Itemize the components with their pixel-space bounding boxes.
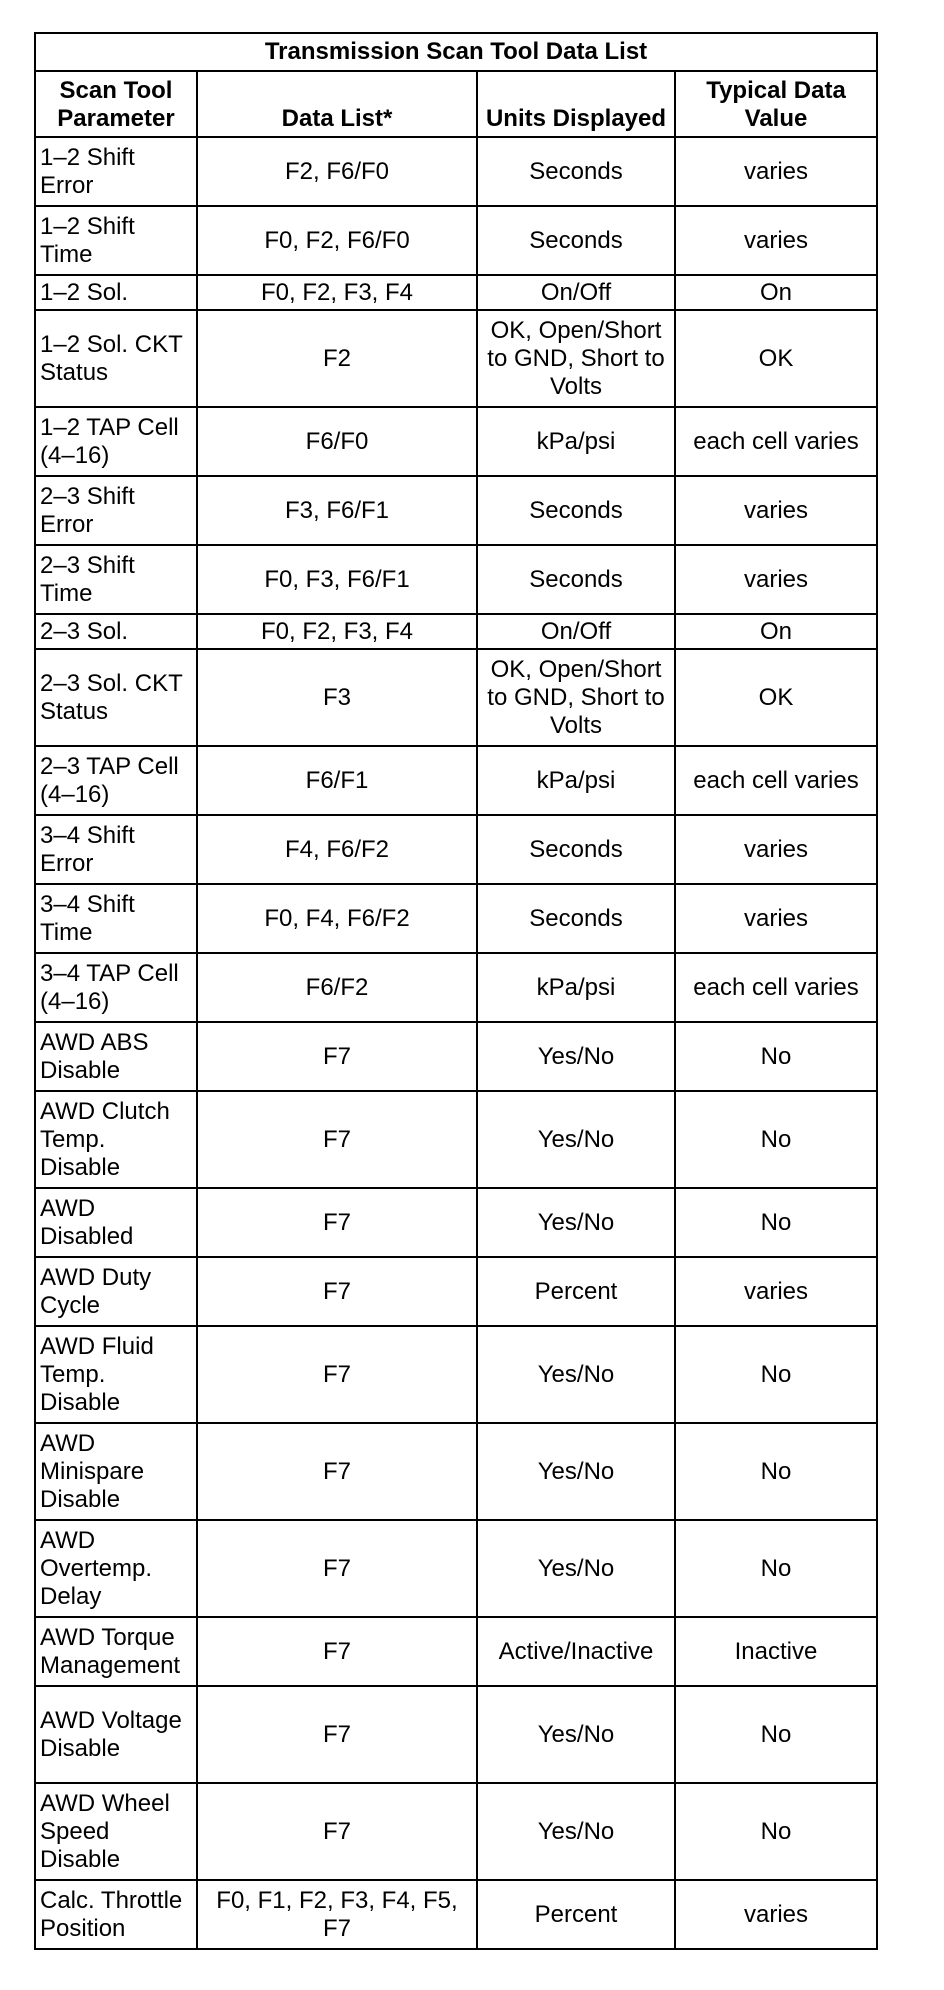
cell-typical-value: No xyxy=(675,1686,877,1783)
cell-parameter: 2–3 TAP Cell (4–16) xyxy=(35,746,197,815)
cell-typical-value: each cell varies xyxy=(675,746,877,815)
table-row xyxy=(35,206,877,275)
cell-units: OK, Open/Short to GND, Short to Volts xyxy=(477,649,675,746)
cell-typical-value: No xyxy=(675,1022,877,1091)
cell-units: Percent xyxy=(477,1880,675,1949)
cell-data-list: F7 xyxy=(197,1783,477,1880)
cell-units: Yes/No xyxy=(477,1188,675,1257)
cell-units: Yes/No xyxy=(477,1326,675,1423)
cell-data-list: F3 xyxy=(197,649,477,746)
table-row xyxy=(35,953,877,1022)
cell-data-list: F3, F6/F1 xyxy=(197,476,477,545)
cell-typical-value: On xyxy=(675,614,877,649)
cell-parameter: 1–2 Shift Error xyxy=(35,137,197,206)
table-row xyxy=(35,1686,877,1783)
cell-parameter: 3–4 TAP Cell (4–16) xyxy=(35,953,197,1022)
cell-units: Yes/No xyxy=(477,1520,675,1617)
cell-typical-value: OK xyxy=(675,310,877,407)
cell-parameter: 1–2 Shift Time xyxy=(35,206,197,275)
cell-units: Yes/No xyxy=(477,1783,675,1880)
cell-typical-value: No xyxy=(675,1091,877,1188)
table-row xyxy=(35,649,877,746)
cell-typical-value: varies xyxy=(675,1257,877,1326)
cell-parameter: Calc. Throttle Position xyxy=(35,1880,197,1949)
cell-typical-value: varies xyxy=(675,545,877,614)
cell-data-list: F6/F1 xyxy=(197,746,477,815)
data-table xyxy=(34,32,878,1950)
table-title: Transmission Scan Tool Data List xyxy=(35,33,877,71)
cell-typical-value: varies xyxy=(675,137,877,206)
cell-parameter: 2–3 Shift Error xyxy=(35,476,197,545)
table-row xyxy=(35,476,877,545)
table-row xyxy=(35,1257,877,1326)
cell-typical-value: varies xyxy=(675,815,877,884)
cell-units: Yes/No xyxy=(477,1686,675,1783)
cell-parameter: AWD Disabled xyxy=(35,1188,197,1257)
cell-typical-value: On xyxy=(675,275,877,310)
table-row xyxy=(35,1880,877,1949)
cell-typical-value: No xyxy=(675,1188,877,1257)
cell-data-list: F7 xyxy=(197,1423,477,1520)
cell-parameter: AWD Minispare Disable xyxy=(35,1423,197,1520)
table-row xyxy=(35,310,877,407)
cell-parameter: 1–2 Sol. xyxy=(35,275,197,310)
cell-data-list: F7 xyxy=(197,1188,477,1257)
cell-parameter: 1–2 TAP Cell (4–16) xyxy=(35,407,197,476)
cell-data-list: F6/F0 xyxy=(197,407,477,476)
table-row xyxy=(35,1617,877,1686)
cell-data-list: F4, F6/F2 xyxy=(197,815,477,884)
cell-units: Seconds xyxy=(477,884,675,953)
cell-typical-value: varies xyxy=(675,884,877,953)
cell-data-list: F7 xyxy=(197,1686,477,1783)
cell-units: Seconds xyxy=(477,137,675,206)
header-typical-data-value: Typical Data Value xyxy=(675,71,877,137)
cell-data-list: F6/F2 xyxy=(197,953,477,1022)
cell-parameter: AWD Clutch Temp. Disable xyxy=(35,1091,197,1188)
cell-units: OK, Open/Short to GND, Short to Volts xyxy=(477,310,675,407)
cell-data-list: F0, F2, F6/F0 xyxy=(197,206,477,275)
table-row xyxy=(35,1520,877,1617)
cell-parameter: 3–4 Shift Error xyxy=(35,815,197,884)
table-row xyxy=(35,407,877,476)
cell-data-list: F7 xyxy=(197,1326,477,1423)
cell-units: Seconds xyxy=(477,545,675,614)
table-row xyxy=(35,614,877,649)
cell-parameter: 1–2 Sol. CKT Status xyxy=(35,310,197,407)
cell-data-list: F0, F4, F6/F2 xyxy=(197,884,477,953)
cell-parameter: 2–3 Shift Time xyxy=(35,545,197,614)
header-data-list: Data List* xyxy=(197,71,477,137)
cell-data-list: F7 xyxy=(197,1520,477,1617)
cell-units: Seconds xyxy=(477,476,675,545)
cell-units: On/Off xyxy=(477,614,675,649)
cell-typical-value: varies xyxy=(675,476,877,545)
cell-parameter: AWD Wheel Speed Disable xyxy=(35,1783,197,1880)
cell-units: Active/Inactive xyxy=(477,1617,675,1686)
cell-data-list: F0, F1, F2, F3, F4, F5, F7 xyxy=(197,1880,477,1949)
header-row xyxy=(35,71,877,137)
cell-data-list: F0, F3, F6/F1 xyxy=(197,545,477,614)
table-row xyxy=(35,815,877,884)
cell-units: Yes/No xyxy=(477,1423,675,1520)
cell-units: Seconds xyxy=(477,206,675,275)
cell-parameter: AWD Duty Cycle xyxy=(35,1257,197,1326)
cell-parameter: AWD Torque Management xyxy=(35,1617,197,1686)
cell-parameter: AWD ABS Disable xyxy=(35,1022,197,1091)
table-row xyxy=(35,746,877,815)
title-row xyxy=(35,33,877,71)
cell-data-list: F7 xyxy=(197,1022,477,1091)
cell-parameter: AWD Voltage Disable xyxy=(35,1686,197,1783)
cell-typical-value: No xyxy=(675,1423,877,1520)
cell-typical-value: OK xyxy=(675,649,877,746)
cell-data-list: F0, F2, F3, F4 xyxy=(197,614,477,649)
cell-parameter: 2–3 Sol. CKT Status xyxy=(35,649,197,746)
table-row xyxy=(35,275,877,310)
header-units-displayed: Units Displayed xyxy=(477,71,675,137)
table-row xyxy=(35,137,877,206)
cell-units: On/Off xyxy=(477,275,675,310)
cell-data-list: F2, F6/F0 xyxy=(197,137,477,206)
cell-parameter: AWD Overtemp. Delay xyxy=(35,1520,197,1617)
cell-typical-value: No xyxy=(675,1520,877,1617)
cell-parameter: 2–3 Sol. xyxy=(35,614,197,649)
table-row xyxy=(35,1783,877,1880)
cell-units: Seconds xyxy=(477,815,675,884)
cell-data-list: F2 xyxy=(197,310,477,407)
table-row xyxy=(35,1188,877,1257)
cell-units: Yes/No xyxy=(477,1091,675,1188)
cell-units: kPa/psi xyxy=(477,746,675,815)
cell-data-list: F7 xyxy=(197,1091,477,1188)
cell-parameter: 3–4 Shift Time xyxy=(35,884,197,953)
table-row xyxy=(35,1326,877,1423)
table-row xyxy=(35,884,877,953)
cell-units: kPa/psi xyxy=(477,407,675,476)
header-scan-tool-parameter: Scan Tool Parameter xyxy=(35,71,197,137)
cell-units: kPa/psi xyxy=(477,953,675,1022)
cell-typical-value: No xyxy=(675,1783,877,1880)
table-row xyxy=(35,545,877,614)
table-row xyxy=(35,1423,877,1520)
cell-typical-value: varies xyxy=(675,1880,877,1949)
cell-units: Percent xyxy=(477,1257,675,1326)
cell-data-list: F0, F2, F3, F4 xyxy=(197,275,477,310)
table-row xyxy=(35,1022,877,1091)
cell-typical-value: No xyxy=(675,1326,877,1423)
cell-parameter: AWD Fluid Temp. Disable xyxy=(35,1326,197,1423)
cell-typical-value: varies xyxy=(675,206,877,275)
scan-tool-data-table xyxy=(34,32,876,1950)
cell-typical-value: Inactive xyxy=(675,1617,877,1686)
cell-data-list: F7 xyxy=(197,1617,477,1686)
cell-data-list: F7 xyxy=(197,1257,477,1326)
cell-units: Yes/No xyxy=(477,1022,675,1091)
cell-typical-value: each cell varies xyxy=(675,953,877,1022)
cell-typical-value: each cell varies xyxy=(675,407,877,476)
table-row xyxy=(35,1091,877,1188)
